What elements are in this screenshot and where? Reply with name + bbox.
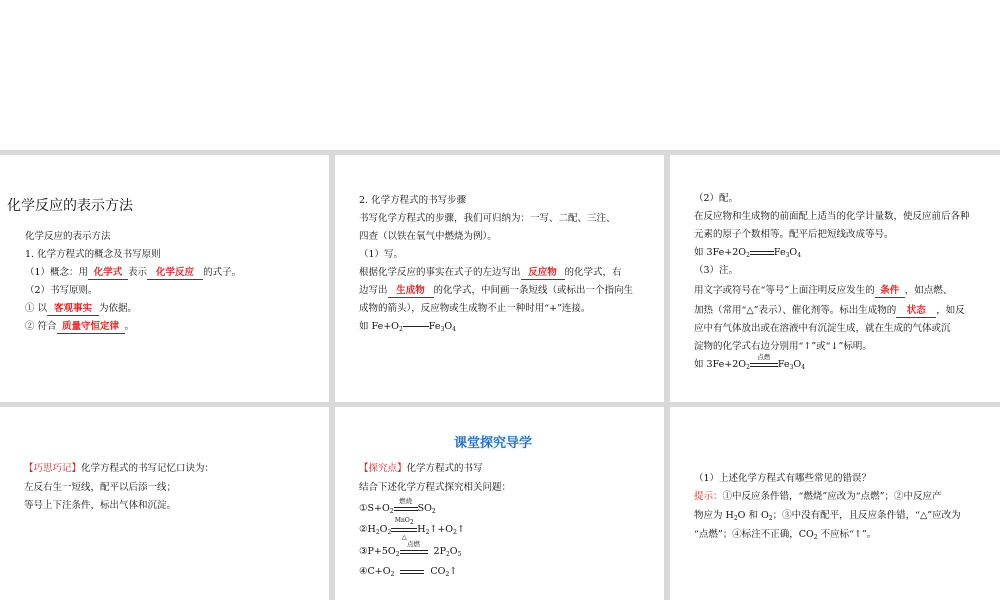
subscript: 2: [733, 515, 738, 522]
answer-blank: 反应物: [521, 267, 565, 280]
subscript: 3: [789, 364, 794, 371]
equals-sign: [400, 550, 428, 554]
answer-blank: 客观事实: [47, 303, 99, 316]
paragraph-line: 淀物的化学式右边分别用“↑”或“↓”标明。: [694, 341, 872, 352]
subscript: 2: [746, 252, 750, 259]
equation-2: [359, 517, 465, 541]
text: 化学方程式的书写记忆口诀为：: [81, 463, 215, 474]
equation-example: [359, 321, 456, 336]
formula: 如 Fe+O: [359, 321, 399, 332]
gas-arrow: ↑: [456, 524, 465, 535]
short-line: [403, 326, 429, 327]
equals-sign: [400, 570, 424, 574]
subscript: 2: [431, 508, 436, 515]
formula: O: [444, 321, 453, 332]
rhyme-line: 左反右生一短线，配平以后添一线；: [24, 482, 177, 493]
paragraph-line: [694, 305, 965, 318]
subscript: 2: [445, 571, 450, 578]
answer-blank: 状态: [896, 305, 936, 318]
slide-balance-and-annotate: [670, 155, 1000, 402]
text: 的化学式，右: [564, 267, 622, 278]
text: 的式子。: [203, 267, 242, 278]
text: 化学方程式的书写: [406, 463, 483, 474]
text: ，如反: [936, 305, 965, 316]
formula: ①S+O: [359, 503, 390, 514]
subscript: 4: [801, 364, 806, 371]
text: ② 符合: [25, 321, 57, 332]
top-blank-area: [0, 0, 1000, 150]
formula: ②H: [359, 524, 376, 535]
text: 不应标“↑”。: [817, 529, 877, 540]
equation-3: [359, 540, 462, 561]
paragraph-line: 书写化学方程式的步骤，我们可归纳为：一写、二配、三注、: [359, 213, 616, 224]
equals-sign: [394, 507, 418, 511]
subscript: 5: [457, 551, 462, 558]
principle-heading: （2）书写原则。: [25, 285, 98, 296]
section-heading: 2. 化学方程式的书写步骤: [359, 195, 467, 206]
paragraph-line: [359, 285, 633, 298]
subscript: 2: [375, 529, 380, 536]
formula: Fe: [777, 359, 790, 370]
equals-sign: [750, 363, 778, 367]
subscript: 2: [768, 515, 773, 522]
subscript: 2: [409, 519, 414, 526]
subscript: 2: [395, 551, 400, 558]
text: “点燃”；④标注不正确，CO: [694, 529, 814, 540]
principle-line-1: [25, 303, 137, 316]
formula: O: [789, 247, 798, 258]
slide-writing-steps: [335, 155, 664, 402]
formula: ④C+O: [359, 566, 391, 577]
subscript: 3: [440, 326, 445, 333]
text: 加热（常用“△”表示）、催化剂等。标出生成物的: [694, 305, 897, 316]
subscript: 2: [389, 508, 394, 515]
formula: 如 3Fe+2O: [694, 247, 747, 258]
formula: SO: [417, 503, 432, 514]
text: ①中反应条件错，“燃烧”应改为“点燃”；②中反应产: [722, 491, 942, 502]
gas-arrow: ↑: [449, 566, 458, 577]
hint-line: [694, 529, 876, 544]
answer-blank: 化学式: [88, 267, 128, 280]
formula: CO: [430, 566, 446, 577]
text: 边写出: [359, 285, 388, 296]
tip-heading: [24, 463, 214, 475]
text: 物应为 H: [694, 510, 734, 521]
slide-chemical-equation-concept: [0, 155, 329, 402]
answer-blank: 化学反应: [147, 267, 203, 280]
subscript: 4: [797, 252, 802, 259]
equation-example: [694, 353, 806, 374]
subsection-heading: 1. 化学方程式的概念及书写原则: [25, 249, 161, 260]
principle-line-2: [25, 321, 134, 334]
reaction-condition: [391, 517, 417, 541]
text: 的化学式，中间画一条短线（或标出一个指向生: [433, 285, 634, 296]
condition-label: 点燃: [757, 353, 771, 361]
text: O 和 O: [737, 510, 769, 521]
text: ① 以: [25, 303, 48, 314]
subscript: 2: [390, 571, 395, 578]
formula: Fe: [773, 247, 786, 258]
hint-tag: 提示：: [694, 491, 723, 502]
subscript: 2: [398, 326, 403, 333]
paragraph-line: 成物的箭头），反应物或生成物不止一种时用“+”连接。: [359, 303, 591, 314]
equation-4: [359, 566, 457, 581]
answer-blank: 条件: [875, 285, 905, 298]
answer-blank: 质量守恒定律: [57, 321, 125, 334]
condition-catalyst: [391, 515, 417, 529]
tip-tag: 【巧思巧记】: [24, 463, 82, 474]
text: ，如点燃、: [904, 285, 953, 296]
formula: 2P: [433, 546, 446, 557]
section-heading: 化学反应的表示方法: [25, 231, 111, 242]
subscript: 2: [813, 534, 818, 541]
question-line: （1）上述化学方程式有哪些常见的错误？: [694, 473, 872, 484]
catalyst-label: MnO: [394, 517, 410, 524]
rhyme-line: 等号上下注条件，标出气体和沉淀。: [24, 500, 177, 511]
subscript: 3: [785, 252, 790, 259]
step-heading: （2）配。: [694, 193, 739, 204]
equals-sign: [750, 251, 774, 255]
paragraph-line: 元素的原子个数相等。配平后把短线改成等号。: [694, 229, 894, 240]
subscript: 2: [746, 364, 750, 371]
paragraph-line: 四查（以铁在氧气中燃烧为例）。: [359, 231, 497, 242]
concept-line: [25, 267, 241, 280]
text: （1）概念：用: [25, 267, 89, 278]
section-banner: 课堂探究导学: [446, 431, 540, 452]
formula: ③P+5O: [359, 546, 396, 557]
heat-symbol: △: [401, 533, 407, 541]
step-heading: （3）注。: [694, 265, 739, 276]
paragraph-line: [359, 267, 622, 280]
paragraph-line: 结合下述化学方程式探究相关问题：: [359, 482, 512, 493]
exploration-tag: 【探究点】: [359, 463, 407, 474]
text: 表示: [128, 267, 148, 278]
text: 为依据。: [99, 303, 138, 314]
formula: O: [379, 524, 388, 535]
subscript: 2: [445, 551, 450, 558]
paragraph-line: [694, 285, 952, 298]
slide-question-hint: [670, 407, 1000, 600]
slide-class-exploration: [335, 407, 664, 600]
formula: ↑+O: [429, 524, 454, 535]
reaction-condition: [400, 540, 428, 558]
condition-label: 燃烧: [399, 497, 413, 505]
paragraph-line: 在反应物和生成物的前面配上适当的化学计量数，使反应前后各种: [694, 211, 970, 222]
text: ；③中没有配平，且反应条件错，“△”应改为: [772, 510, 961, 521]
text: 。: [124, 321, 135, 332]
reaction-condition: [394, 497, 418, 515]
formula: O: [449, 546, 458, 557]
answer-blank: 生成物: [388, 285, 434, 298]
formula: Fe: [428, 321, 441, 332]
equation-example: [694, 247, 801, 262]
formula: O: [793, 359, 802, 370]
slide-memory-tip: [0, 407, 329, 600]
hint-line: [694, 491, 941, 503]
hint-line: [694, 510, 961, 525]
condition-label: 点燃: [407, 540, 421, 548]
slide-title: 化学反应的表示方法: [7, 198, 133, 214]
subscript: 4: [452, 326, 456, 333]
step-heading: （1）写。: [359, 249, 404, 260]
subscript: 2: [425, 529, 430, 536]
text: 用文字或符号在“等号”上面注明反应发生的: [694, 285, 875, 296]
formula: H: [417, 524, 426, 535]
paragraph-line: 应中有气体放出或在溶液中有沉淀生成，就在生成的气体或沉: [694, 323, 951, 334]
formula: 如 3Fe+2O: [694, 359, 747, 370]
exploration-heading: [359, 463, 483, 475]
subscript: 2: [453, 529, 457, 536]
reaction-condition: [750, 353, 778, 371]
text: 根据化学反应的事实在式子的左边写出: [359, 267, 521, 278]
subscript: 2: [387, 529, 392, 536]
